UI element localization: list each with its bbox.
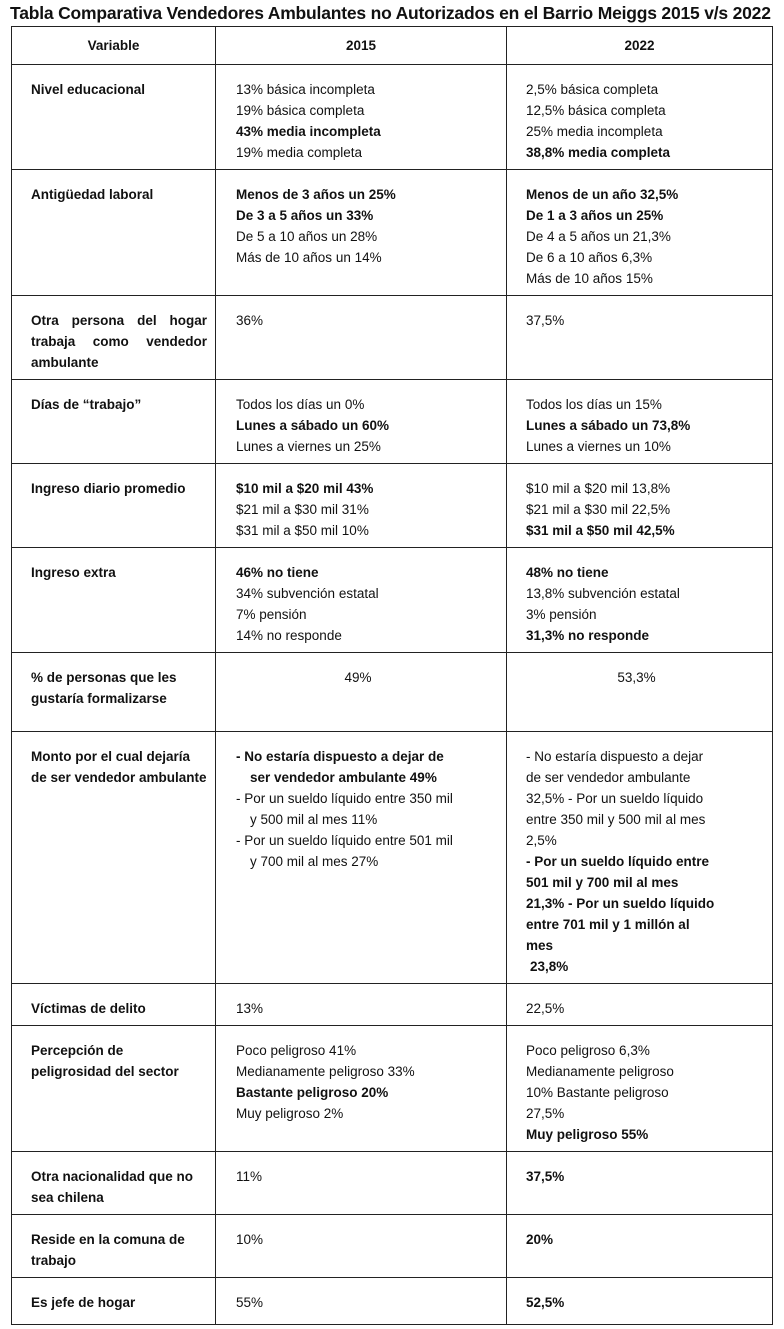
value-line: 52,5% xyxy=(526,1295,565,1310)
table-row xyxy=(12,296,773,380)
value-line: 34% subvención estatal xyxy=(236,586,379,601)
value-line: 22,5% xyxy=(526,1001,565,1016)
table-title: Tabla Comparativa Vendedores Ambulantes no Autorizados en el Barrio Meiggs 2015 v/s 2022 xyxy=(10,3,771,23)
value-line: Bastante peligroso 20% xyxy=(236,1085,389,1100)
value-line: 37,5% xyxy=(526,1169,565,1184)
value-cell-2022 xyxy=(507,380,773,464)
header-2022: 2022 xyxy=(507,27,773,65)
value-line: entre 701 mil y 1 millón al xyxy=(526,917,690,932)
value-line: Muy peligroso 2% xyxy=(236,1106,344,1121)
value-line: 21,3% - Por un sueldo líquido xyxy=(526,896,715,911)
value-line: 32,5% - Por un sueldo líquido xyxy=(526,791,704,806)
value-cell-2015 xyxy=(216,380,507,464)
value-line: $21 mil a $30 mil 31% xyxy=(236,502,369,517)
value-line: Todos los días un 15% xyxy=(526,397,662,412)
value-cell-2015 xyxy=(216,548,507,653)
variable-cell xyxy=(12,1278,216,1325)
header-2015: 2015 xyxy=(216,27,507,65)
variable-label: Reside en la comuna de trabajo xyxy=(31,1232,185,1268)
value-cell-2022 xyxy=(507,1152,773,1215)
table-body xyxy=(12,65,773,1325)
value-line: Lunes a sábado un 60% xyxy=(236,418,390,433)
variable-cell xyxy=(12,548,216,653)
value-line: 13% xyxy=(236,1001,264,1016)
value-line: $31 mil a $50 mil 42,5% xyxy=(526,523,675,538)
value-line: - No estaría dispuesto a dejar xyxy=(526,749,704,764)
value-line: 27,5% xyxy=(526,1106,565,1121)
header-row xyxy=(12,27,773,65)
value-line: entre 350 mil y 500 mil al mes xyxy=(526,812,706,827)
table-row xyxy=(12,984,773,1026)
value-line: 55% xyxy=(236,1295,264,1310)
variable-label: Antigüedad laboral xyxy=(31,187,154,202)
value-cell-2015 xyxy=(216,732,507,984)
table-row xyxy=(12,170,773,296)
variable-cell xyxy=(12,1215,216,1278)
value-line: De 5 a 10 años un 28% xyxy=(236,229,378,244)
value-line: 31,3% no responde xyxy=(526,628,650,643)
table-row xyxy=(12,65,773,170)
value-cell-2022 xyxy=(507,170,773,296)
value-line: - Por un sueldo líquido entre 501 mil xyxy=(236,833,453,848)
value-cell-2015 xyxy=(216,170,507,296)
value-line: 2,5% básica completa xyxy=(526,82,659,97)
value-line: 7% pensión xyxy=(236,607,307,622)
variable-label: Ingreso diario promedio xyxy=(31,481,186,496)
value-cell-2015 xyxy=(216,1278,507,1325)
variable-label: Días de “trabajo” xyxy=(31,397,142,412)
value-line: De 3 a 5 años un 33% xyxy=(236,208,374,223)
variable-label: Víctimas de delito xyxy=(31,1001,146,1016)
value-line: 12,5% básica completa xyxy=(526,103,666,118)
value-line: Lunes a viernes un 10% xyxy=(526,439,671,454)
table-row xyxy=(12,380,773,464)
value-line: 36% xyxy=(236,313,264,328)
value-cell-2022 xyxy=(507,548,773,653)
value-cell-2022 xyxy=(507,65,773,170)
value-line: 13,8% subvención estatal xyxy=(526,586,680,601)
value-cell-2022 xyxy=(507,296,773,380)
value-line: 3% pensión xyxy=(526,607,597,622)
value-cell-2015 xyxy=(216,1152,507,1215)
value-cell-2015 xyxy=(216,1026,507,1152)
variable-cell xyxy=(12,653,216,732)
value-cell-2015 xyxy=(216,984,507,1026)
variable-cell xyxy=(12,65,216,170)
value-line: 2,5% xyxy=(526,833,557,848)
value-line: y 500 mil al mes 11% xyxy=(250,812,378,827)
value-line: De 6 a 10 años 6,3% xyxy=(526,250,653,265)
value-line: 10% Bastante peligroso xyxy=(526,1085,669,1100)
value-line: Menos de un año 32,5% xyxy=(526,187,679,202)
value-line: 13% básica incompleta xyxy=(236,82,375,97)
value-cell-2022 xyxy=(507,984,773,1026)
value-line: Menos de 3 años un 25% xyxy=(236,187,396,202)
value-line: $21 mil a $30 mil 22,5% xyxy=(526,502,671,517)
value-line: Poco peligroso 6,3% xyxy=(526,1043,650,1058)
value-line: 25% media incompleta xyxy=(526,124,663,139)
variable-label: Ingreso extra xyxy=(31,565,116,580)
table-row xyxy=(12,1026,773,1152)
value-line: 20% xyxy=(526,1232,554,1247)
value-line: 48% no tiene xyxy=(526,565,609,580)
table-row xyxy=(12,464,773,548)
value-line: Lunes a viernes un 25% xyxy=(236,439,381,454)
value-line: Medianamente peligroso xyxy=(526,1064,674,1079)
value-line: De 1 a 3 años un 25% xyxy=(526,208,664,223)
variable-label: Es jefe de hogar xyxy=(31,1295,136,1310)
value-cell-2015 xyxy=(216,296,507,380)
value-line: Más de 10 años un 14% xyxy=(236,250,382,265)
value-line: $10 mil a $20 mil 13,8% xyxy=(526,481,671,496)
value-line: Todos los días un 0% xyxy=(236,397,365,412)
value-line: - Por un sueldo líquido entre xyxy=(526,854,710,869)
value-line: 10% xyxy=(236,1232,264,1247)
value-line: $10 mil a $20 mil 43% xyxy=(236,481,374,496)
value-line: ser vendedor ambulante 49% xyxy=(250,770,437,785)
value-cell-2015 xyxy=(216,653,507,732)
value-cell-2015 xyxy=(216,464,507,548)
variable-label: Nivel educacional xyxy=(31,82,146,97)
value-line: 46% no tiene xyxy=(236,565,319,580)
value-line: 38,8% media completa xyxy=(526,145,671,160)
variable-label: Otra nacionalidad que no sea chilena xyxy=(31,1169,194,1205)
variable-label: Monto por el cual dejaría de ser vendedor ambulante xyxy=(31,749,207,785)
value-cell-2015 xyxy=(216,65,507,170)
value-line: - Por un sueldo líquido entre 350 mil xyxy=(236,791,453,806)
value-cell-2022 xyxy=(507,732,773,984)
value-line: de ser vendedor ambulante xyxy=(526,770,691,785)
table-row xyxy=(12,653,773,732)
table-row xyxy=(12,1278,773,1325)
variable-cell xyxy=(12,464,216,548)
value-line: De 4 a 5 años un 21,3% xyxy=(526,229,671,244)
variable-cell xyxy=(12,984,216,1026)
table-row xyxy=(12,732,773,984)
value-cell-2022 xyxy=(507,464,773,548)
value-line: 501 mil y 700 mil al mes xyxy=(526,875,679,890)
value-cell-2022 xyxy=(507,1026,773,1152)
value-line: y 700 mil al mes 27% xyxy=(250,854,379,869)
variable-label: Percepción de peligrosidad del sector xyxy=(31,1043,179,1079)
variable-cell xyxy=(12,296,216,380)
variable-cell xyxy=(12,1152,216,1215)
value-line: 23,8% xyxy=(530,959,569,974)
value-line: 37,5% xyxy=(526,313,565,328)
variable-label: % de personas que les gustaría formalizarse xyxy=(31,670,177,706)
value-line: Poco peligroso 41% xyxy=(236,1043,357,1058)
value-cell-2022 xyxy=(507,1278,773,1325)
value-line: 19% básica completa xyxy=(236,103,365,118)
value-cell-2022 xyxy=(507,653,773,732)
value-line: Lunes a sábado un 73,8% xyxy=(526,418,691,433)
variable-label: Otra persona del hogar trabaja como vendedor ambulante xyxy=(31,313,207,370)
value-line: Medianamente peligroso 33% xyxy=(236,1064,415,1079)
table-row xyxy=(12,548,773,653)
value-line: - No estaría dispuesto a dejar de xyxy=(236,749,444,764)
value-line: mes xyxy=(526,938,554,953)
value-line: 49% xyxy=(344,670,372,685)
value-cell-2022 xyxy=(507,1215,773,1278)
value-cell-2015 xyxy=(216,1215,507,1278)
header-variable: Variable xyxy=(12,27,216,65)
value-line: 14% no responde xyxy=(236,628,342,643)
value-line: 19% media completa xyxy=(236,145,363,160)
value-line: 43% media incompleta xyxy=(236,124,381,139)
table-row xyxy=(12,1152,773,1215)
value-line: 11% xyxy=(236,1169,263,1184)
comparison-table xyxy=(11,26,773,1325)
variable-cell xyxy=(12,380,216,464)
value-line: 53,3% xyxy=(617,670,656,685)
value-line: Muy peligroso 55% xyxy=(526,1127,649,1142)
variable-cell xyxy=(12,170,216,296)
value-line: $31 mil a $50 mil 10% xyxy=(236,523,369,538)
variable-cell xyxy=(12,1026,216,1152)
variable-cell xyxy=(12,732,216,984)
table-row xyxy=(12,1215,773,1278)
value-line: Más de 10 años 15% xyxy=(526,271,653,286)
